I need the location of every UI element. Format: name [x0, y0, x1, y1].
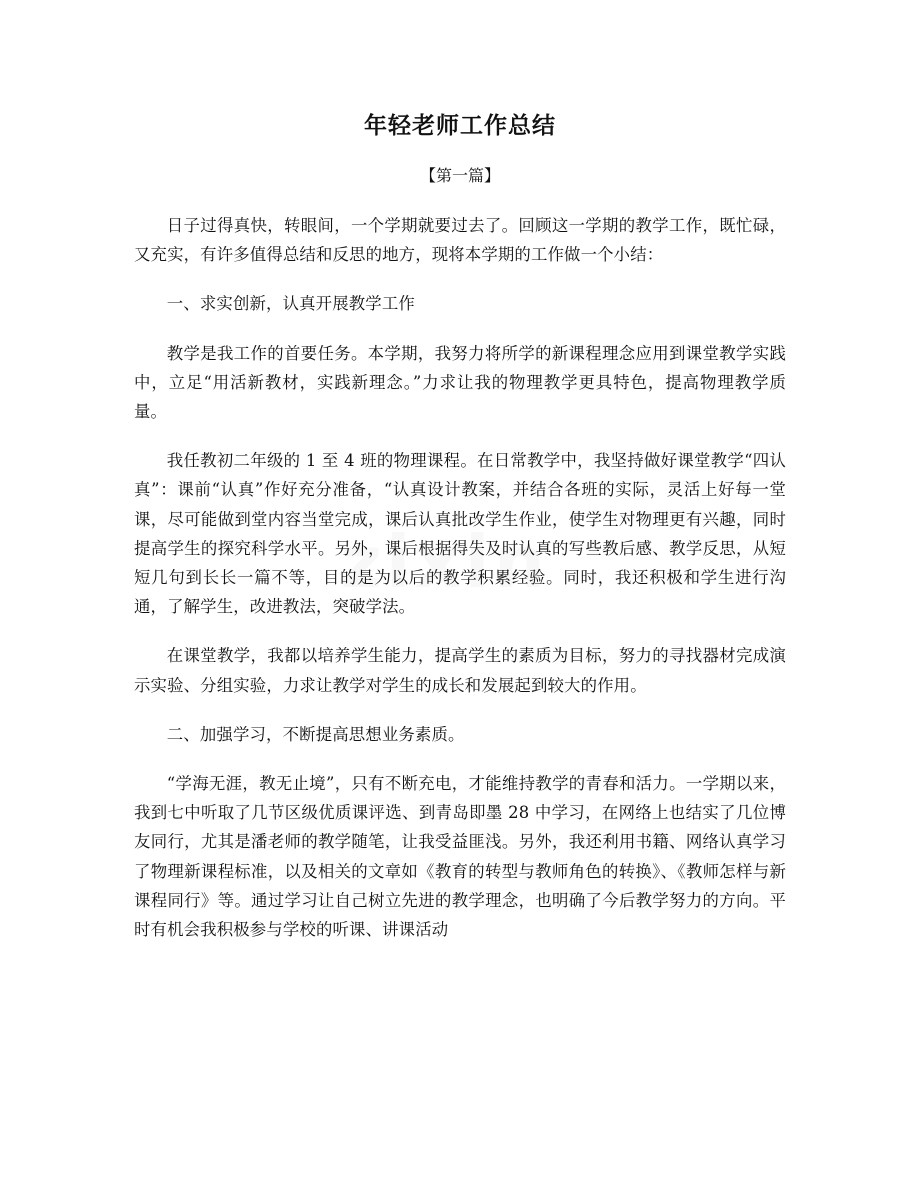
- paragraph-intro: 日子过得真快，转眼间，一个学期就要过去了。回顾这一学期的教学工作，既忙碌，又充实，有许多值得总结和反思的地方，现将本学期的工作做一个小结：: [134, 216, 786, 265]
- heading-section-2: 二、加强学习，不断提高思想业务素质。: [166, 724, 465, 744]
- document-page: [134, 0, 786, 944]
- paragraph-learning: “学海无涯，教无止境”，只有不断充电，才能维持教学的青春和活力。一学期以来，我到七中听取了几节区级优质课评选、到青岛即墨 28 中学习，在网络上也结实了几位博友同行，尤其是潘老师的教学随笔，让我受益匪浅。另外，我还利用书籍、网络认真学习了物理新课程标准，以及相关的文章如《教育的转型与教师角色的转换》、《教师怎样与新课程同行》等。通过学习让自己树立先进的教学理念，也明确了今后教学努力的方向。平时有机会我积极参与学校的听课、讲课活动: [134, 774, 786, 940]
- paragraph-physics-course: 我任教初二年级的 1 至 4 班的物理课程。在日常教学中，我坚持做好课堂教学“四认真”：课前“认真”作好充分准备，“认真设计教案，并结合各班的实际，灵活上好每一堂课，尽可能做到堂内容当堂完成，课后认真批改学生作业，使学生对物理更有兴趣，同时提高学生的探究科学水平。另外，课后根据得失及时认真的写些教后感、教学反思，从短短几句到长长一篇不等，目的是为以后的教学积累经验。同时，我还积极和学生进行沟通，了解学生，改进教法，突破学法。: [134, 451, 786, 617]
- heading-section-1: 一、求实创新，认真开展教学工作: [166, 294, 415, 314]
- paragraph-classroom: 在课堂教学，我都以培养学生能力，提高学生的素质为目标，努力的寻找器材完成演示实验、分组实验，力求让教学对学生的成长和发展起到较大的作用。: [134, 646, 786, 695]
- section-subtitle: 【第一篇】: [419, 166, 500, 185]
- paragraph-teaching-task: 教学是我工作的首要任务。本学期，我努力将所学的新课程理念应用到课堂教学实践中，立足“用活新教材，实践新理念。”力求让我的物理教学更具特色，提高物理教学质量。: [134, 343, 786, 422]
- document-title: 年轻老师工作总结: [364, 113, 556, 139]
